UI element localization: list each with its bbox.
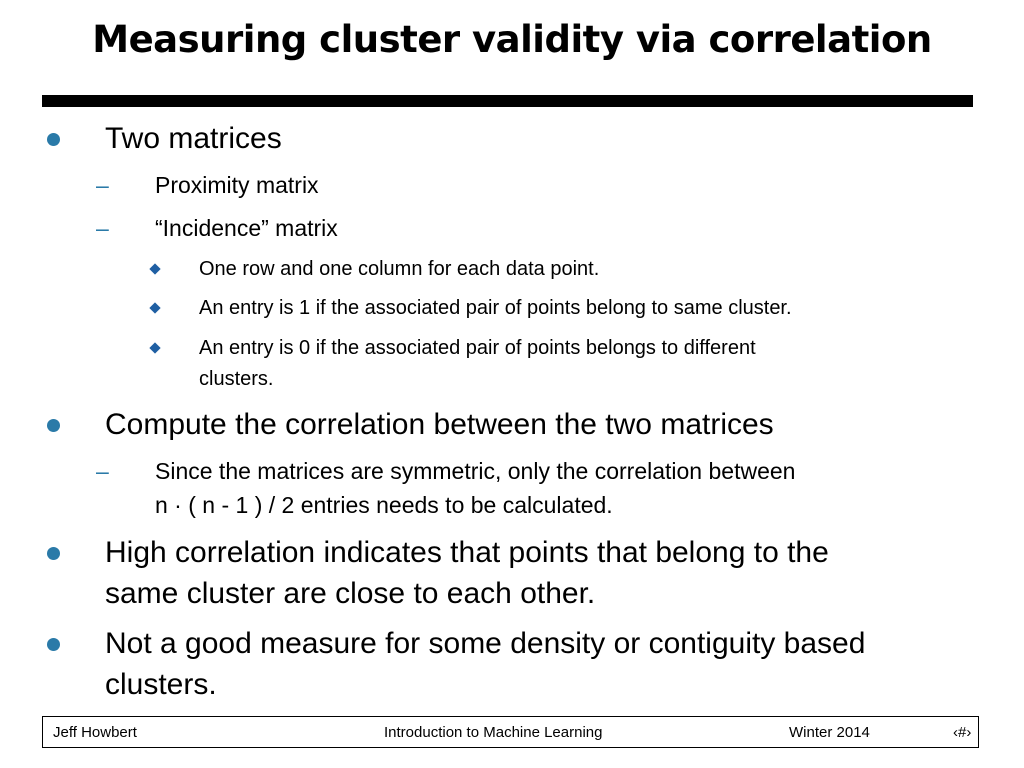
dash-icon: – [96,215,109,241]
diamond-bullet-icon [149,263,160,274]
bullet-dot-icon [47,419,60,432]
bullet-high-correlation-line2: same cluster are close to each other. [105,577,596,610]
footer-page-number: ‹#› [953,724,972,741]
diamond-bullet-icon [149,342,160,353]
sub-sub-bullet-row-col: One row and one column for each data point. [199,258,600,280]
diamond-bullet-icon [149,302,160,313]
sub-sub-bullet-entry-1: An entry is 1 if the associated pair of points belong to same cluster. [199,297,792,319]
dash-icon: – [96,458,109,484]
bullet-dot-icon [47,638,60,651]
bullet-compute-correlation: Compute the correlation between the two matrices [105,408,774,441]
sub-bullet-proximity: Proximity matrix [155,172,319,198]
footer-course: Introduction to Machine Learning [384,724,603,741]
footer-term: Winter 2014 [789,724,870,741]
bullet-not-good-measure-line2: clusters. [105,668,217,701]
bullet-high-correlation-line1: High correlation indicates that points that belong to the [105,536,829,569]
sub-bullet-incidence: “Incidence” matrix [155,215,338,241]
bullet-two-matrices: Two matrices [105,122,282,155]
slide-footer [42,716,979,748]
dash-icon: – [96,172,109,198]
footer-author: Jeff Howbert [53,724,137,741]
sub-sub-bullet-entry-0-line2: clusters. [199,368,274,390]
sub-bullet-symmetric-line2: n · ( n - 1 ) / 2 entries needs to be calculated. [155,492,613,518]
bullet-not-good-measure-line1: Not a good measure for some density or contiguity based [105,627,866,660]
bullet-dot-icon [47,133,60,146]
sub-bullet-symmetric-line1: Since the matrices are symmetric, only the correlation between [155,458,796,484]
title-underline-rule [42,95,973,107]
sub-sub-bullet-entry-0-line1: An entry is 0 if the associated pair of points belongs to different [199,337,756,359]
bullet-dot-icon [47,547,60,560]
slide-title: Measuring cluster validity via correlation [92,18,932,61]
